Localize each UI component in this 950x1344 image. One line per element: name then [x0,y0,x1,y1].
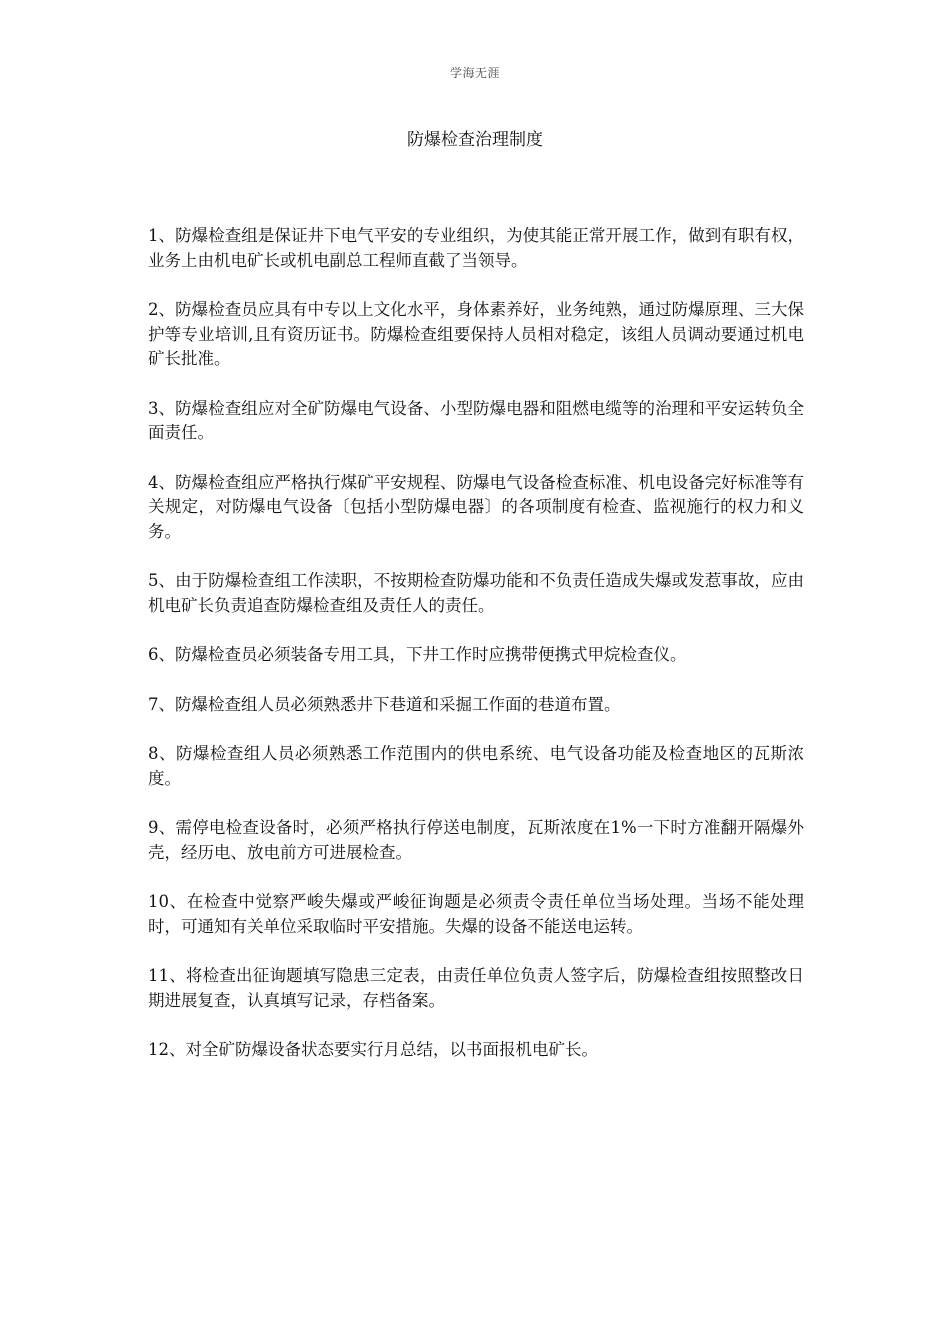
document-title: 防爆检查治理制度 [407,130,543,150]
document-body [148,224,804,1088]
paragraph-1: 1、防爆检查组是保证井下电气平安的专业组织，为使其能正常开展工作，做到有职有权，业务上由机电矿长或机电副总工程师直截了当领导。 [148,226,804,270]
paragraph-10: 10、在检查中觉察严峻失爆或严峻征询题是必须责令责任单位当场处理。当场不能处理时，可通知有关单位采取临时平安措施。失爆的设备不能送电运转。 [148,892,804,936]
paragraph-6: 6、防爆检查员必须装备专用工具，下井工作时应携带便携式甲烷检查仪。 [148,645,687,664]
paragraph-5: 5、由于防爆检查组工作渎职，不按期检查防爆功能和不负责任造成失爆或发惹事故，应由机电矿长负责追查防爆检查组及责任人的责任。 [148,571,804,615]
paragraph-11: 11、将检查出征询题填写隐患三定表，由责任单位负责人签字后，防爆检查组按照整改日期进展复查，认真填写记录，存档备案。 [148,966,804,1010]
paragraph-4: 4、防爆检查组应严格执行煤矿平安规程、防爆电气设备检查标准、机电设备完好标准等有关规定，对防爆电气设备〔包括小型防爆电器〕的各项制度有检查、监视施行的权力和义务。 [148,472,804,541]
paragraph-2: 2、防爆检查员应具有中专以上文化水平，身体素养好，业务纯熟，通过防爆原理、三大保护等专业培训,且有资历证书。防爆检查组要保持人员相对稳定，该组人员调动要通过机电矿长批准。 [148,300,804,368]
paragraph-12: 12、对全矿防爆设备状态要实行月总结，以书面报机电矿长。 [148,1040,598,1059]
paragraph-7: 7、防爆检查组人员必须熟悉井下巷道和采掘工作面的巷道布置。 [148,694,621,714]
page-header: 学海无涯 [449,66,500,80]
paragraph-8: 8、防爆检查组人员必须熟悉工作范围内的供电系统、电气设备功能及检查地区的瓦斯浓度。 [148,744,804,788]
paragraph-9: 9、需停电检查设备时，必须严格执行停送电制度，瓦斯浓度在1%一下时方准翻开隔爆外壳，经历电、放电前方可进展检查。 [148,818,804,862]
paragraph-3: 3、防爆检查组应对全矿防爆电气设备、小型防爆电器和阻燃电缆等的治理和平安运转负全面责任。 [148,398,804,442]
